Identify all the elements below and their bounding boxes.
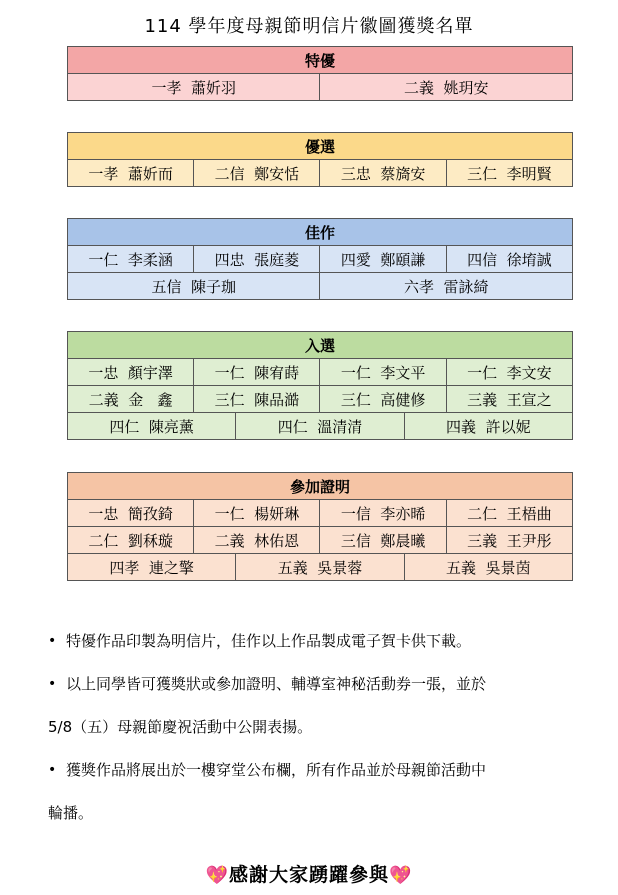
heart-icon: 💖: [389, 865, 413, 886]
note-item: • 特優作品印製為明信片，佳作以上作品製成電子賀卡供下載。: [48, 620, 578, 663]
heart-icon: 💖: [205, 865, 229, 886]
certificate-heading: 參加證明: [68, 473, 573, 500]
award-name: 一忠 顏宇澤: [68, 359, 194, 386]
selected-award-table: [67, 331, 573, 440]
award-name: 一仁 陳宥蒔: [194, 359, 320, 386]
award-name: 二義 金 鑫: [68, 386, 194, 413]
award-name: 三仁 高健修: [320, 386, 446, 413]
award-name: 三忠 蔡旖安: [320, 160, 446, 187]
special-award-table: [67, 46, 573, 101]
bullet-icon: •: [48, 676, 57, 692]
award-name: 一孝 蕭妡羽: [68, 74, 320, 101]
award-name: 三義 王宣之: [446, 386, 572, 413]
special-heading: 特優: [68, 47, 573, 74]
good-heading: 佳作: [68, 219, 573, 246]
award-name: 二仁 王梧曲: [446, 500, 572, 527]
award-name: 五義 吳景蓉: [236, 554, 404, 581]
award-name: 二仁 劉秝璇: [68, 527, 194, 554]
award-name: 一孝 蕭妡而: [68, 160, 194, 187]
award-name: 四孝 連之擎: [68, 554, 236, 581]
excellent-award-table: [67, 132, 573, 187]
award-name: 四信 徐堉誠: [446, 246, 572, 273]
award-name: 三義 王尹彤: [446, 527, 572, 554]
award-name: 五信 陳子珈: [68, 273, 320, 300]
bullet-icon: •: [48, 762, 57, 778]
award-name: 三仁 陳品澔: [194, 386, 320, 413]
award-name: 二義 林佑恩: [194, 527, 320, 554]
award-name: 四忠 張庭菱: [194, 246, 320, 273]
award-name: 一信 李亦晞: [320, 500, 446, 527]
selected-heading: 入選: [68, 332, 573, 359]
award-name: 一忠 簡孜錡: [68, 500, 194, 527]
award-name: 一仁 李文平: [320, 359, 446, 386]
award-name: 一仁 李文安: [446, 359, 572, 386]
note-continuation: 輪播。: [48, 804, 94, 822]
award-name: 四仁 陳亮薰: [68, 413, 236, 440]
award-name: 六孝 雷詠綺: [320, 273, 573, 300]
notes-list: [48, 620, 578, 835]
note-item: • 獲獎作品將展出於一樓穿堂公布欄，所有作品並於母親節活動中: [48, 749, 578, 792]
bullet-icon: •: [48, 633, 57, 649]
good-award-table: [67, 218, 573, 300]
award-name: 四仁 溫清清: [236, 413, 404, 440]
excellent-heading: 優選: [68, 133, 573, 160]
award-name: 二信 鄭安恬: [194, 160, 320, 187]
award-name: 三信 鄭晨曦: [320, 527, 446, 554]
award-name: 四義 許以妮: [404, 413, 572, 440]
award-name: 五義 吳景茵: [404, 554, 572, 581]
page-title: 114 學年度母親節明信片徽圖獲獎名單: [144, 16, 474, 37]
award-name: 一仁 李柔涵: [68, 246, 194, 273]
award-name: 二義 姚玥安: [320, 74, 573, 101]
award-name: 三仁 李明賢: [446, 160, 572, 187]
award-name: 四愛 鄭頤謙: [320, 246, 446, 273]
note-continuation: 5/8（五）母親節慶祝活動中公開表揚。: [48, 718, 313, 736]
thanks-text: 感謝大家踴躍參與: [228, 864, 389, 886]
certificate-table: [67, 472, 573, 581]
thanks-footer: [0, 860, 618, 887]
note-item: • 以上同學皆可獲獎狀或參加證明、輔導室神秘活動券一張，並於: [48, 663, 578, 706]
award-name: 一仁 楊妍琳: [194, 500, 320, 527]
